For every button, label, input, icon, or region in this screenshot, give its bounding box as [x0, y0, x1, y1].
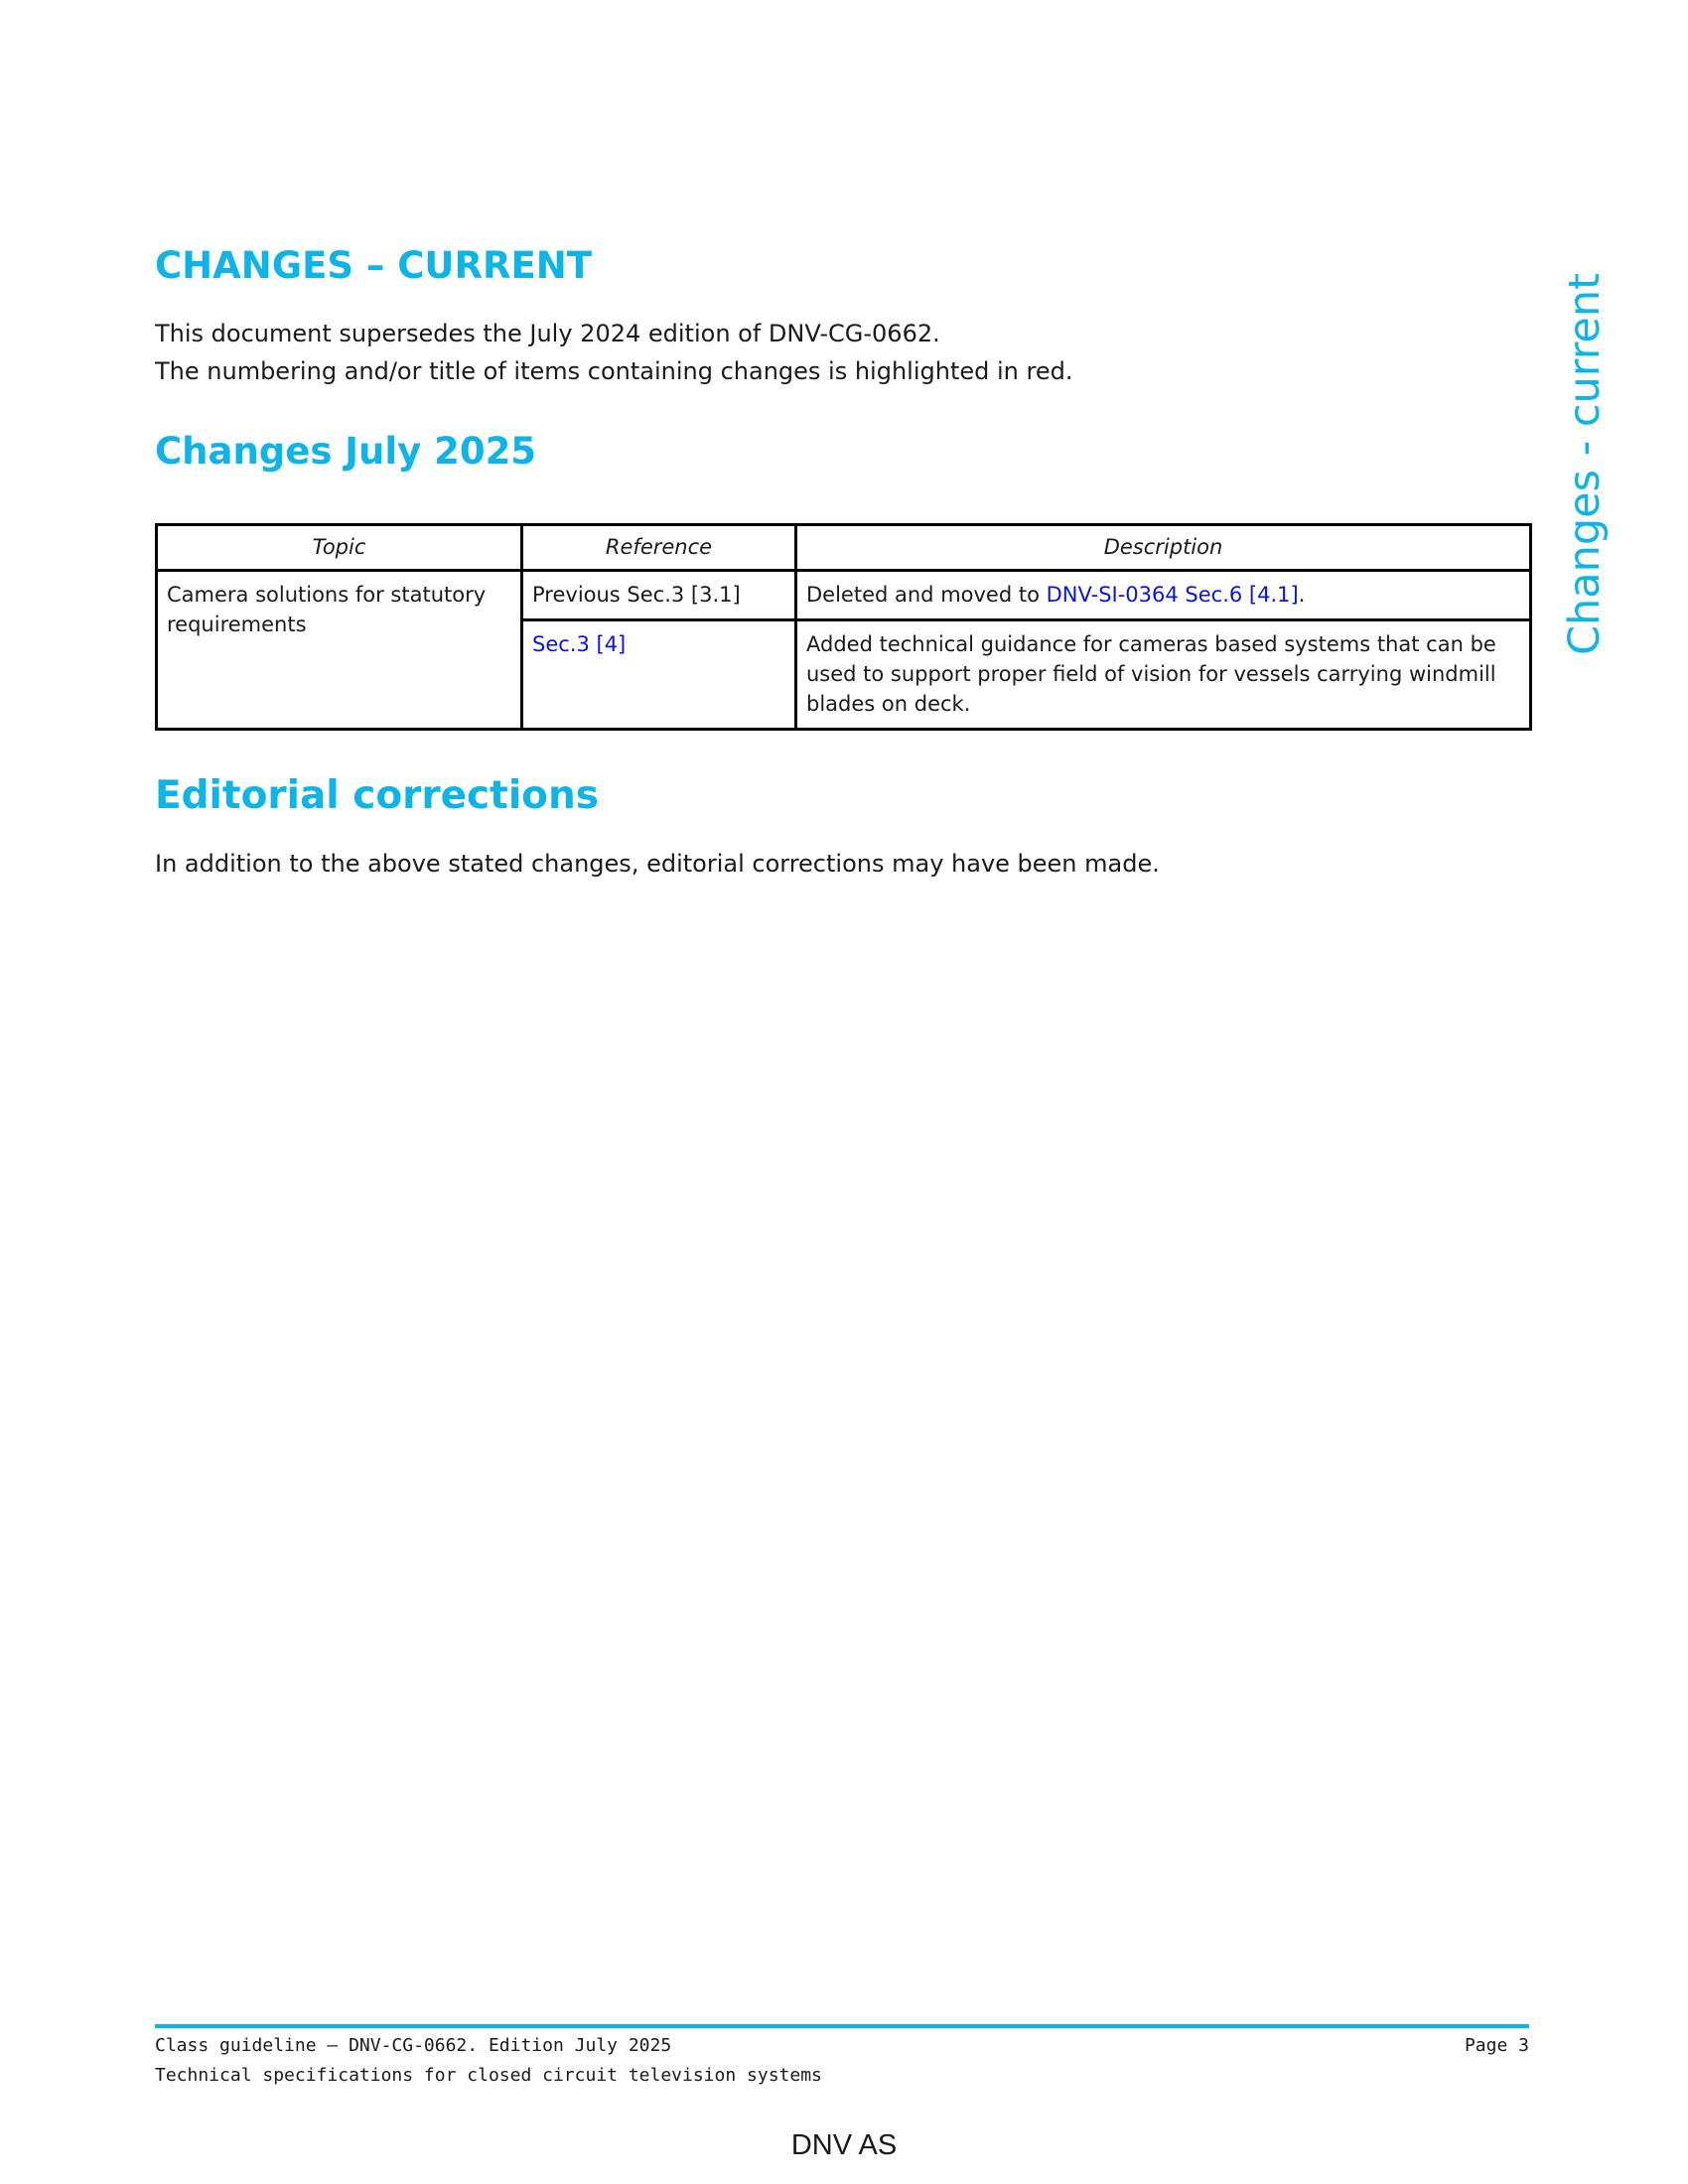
footer-divider	[155, 2024, 1529, 2028]
description-suffix: .	[1298, 583, 1306, 607]
reference-link[interactable]: DNV-SI-0364 Sec.6 [4.1]	[1046, 583, 1299, 607]
publisher-name: DNV AS	[790, 2129, 898, 2161]
footer-document-subtitle: Technical specifications for closed circuit television systems	[155, 2065, 822, 2086]
table-header-row	[157, 525, 1531, 571]
topic-cell: Camera solutions for statutory requirements	[157, 571, 522, 730]
side-section-label-text: Changes - current	[1560, 272, 1610, 655]
description-text: Deleted and moved to	[806, 583, 1047, 607]
reference-cell	[522, 620, 796, 730]
description-cell: Added technical guidance for cameras based systems that can be used to support proper field of vision for vessels carrying windmill blades on deck.	[796, 620, 1531, 730]
editorial-text: In addition to the above stated changes, editorial corrections may have been made.	[155, 850, 1160, 878]
side-section-label	[1557, 258, 1613, 655]
intro-line-2: The numbering and/or title of items containing changes is highlighted in red.	[155, 357, 1073, 385]
editorial-section-title: Editorial corrections	[155, 773, 599, 818]
description-cell	[796, 571, 1531, 620]
footer-document-title: Class guideline — DNV-CG-0662. Edition July 2025	[155, 2035, 672, 2056]
column-header-description: Description	[796, 525, 1531, 571]
changes-table	[155, 523, 1532, 731]
table-row	[157, 571, 1531, 620]
changes-section-title: Changes July 2025	[155, 430, 537, 473]
reference-link[interactable]: Sec.3 [4]	[532, 632, 627, 656]
page-number: Page 3	[1464, 2035, 1529, 2056]
intro-line-1: This document supersedes the July 2024 edition of DNV-CG-0662.	[155, 320, 940, 347]
reference-cell: Previous Sec.3 [3.1]	[522, 571, 796, 620]
column-header-reference: Reference	[522, 525, 796, 571]
column-header-topic: Topic	[157, 525, 522, 571]
page-heading: CHANGES – CURRENT	[155, 244, 592, 287]
